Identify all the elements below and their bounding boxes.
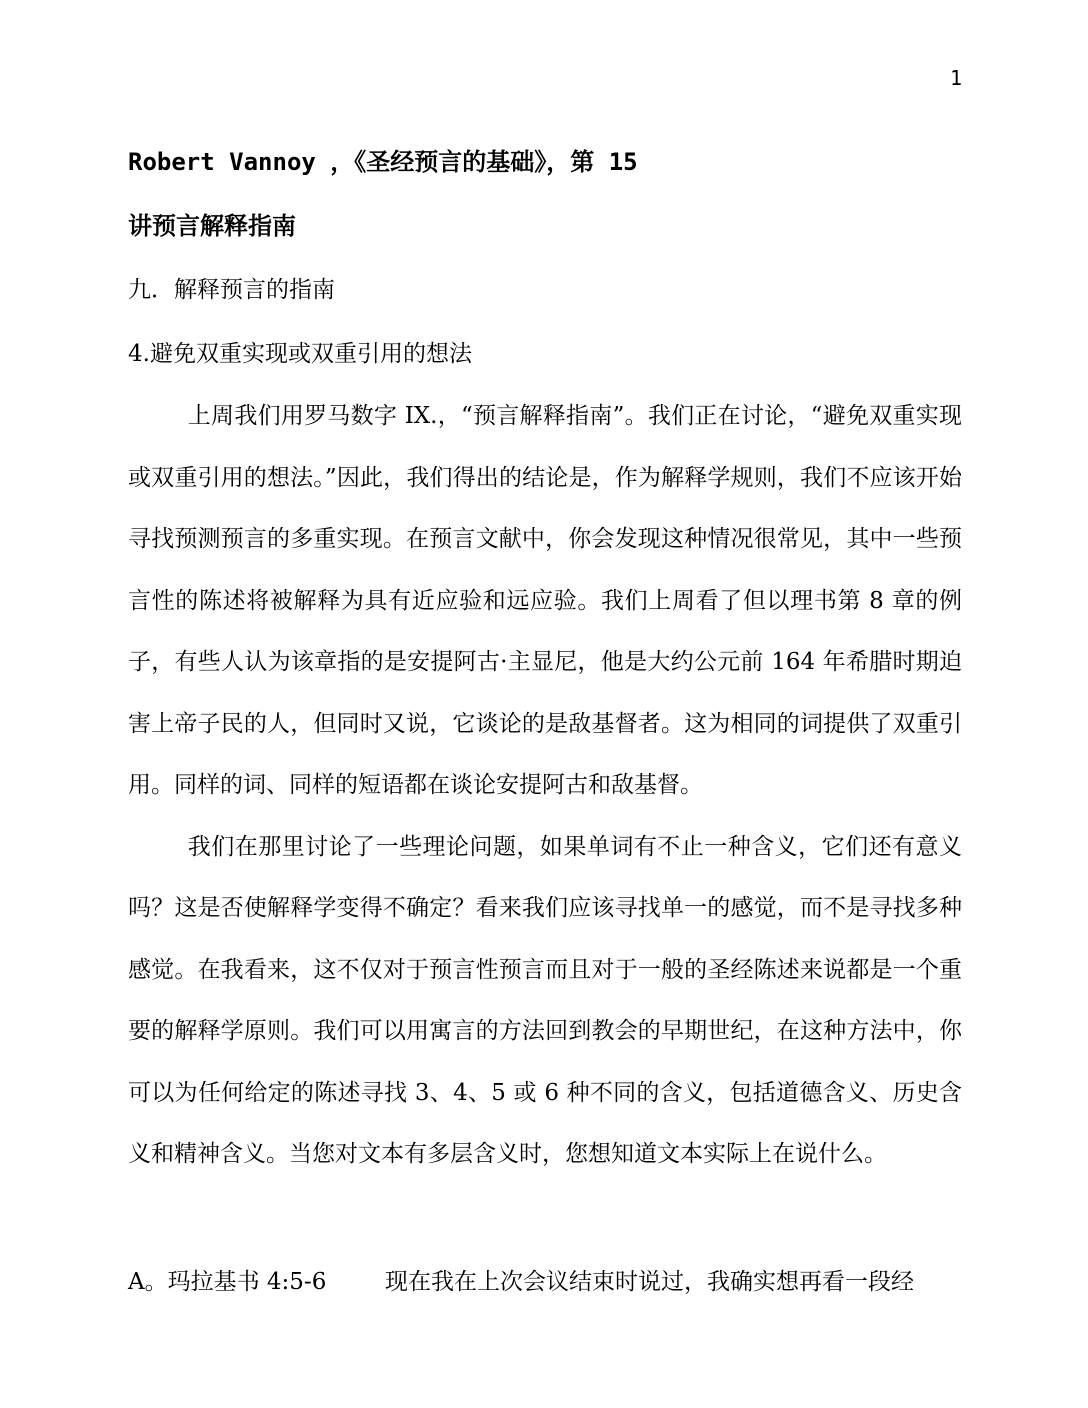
document-title-line-2: 讲预言解释指南: [128, 211, 296, 240]
paragraph-2: 我们在那里讨论了一些理论问题，如果单词有不止一种含义，它们还有意义吗？这是否使解释学变得不确定？看来我们应该寻找单一的感觉，而不是寻找多种感觉。在我看来，这不仅对于预言性预言而且对于一般的圣经陈述来说都是一个重要的解释学原则。我们可以用寓言的方法回到教会的早期世纪，在这种方法中，你可以为任何给定的陈述寻找 3、4、5 或 6 种不同的含义，包括道德含义、历史含义和精神含义。当您对文本有多层含义时，您想知道文本实际上在说什么。: [128, 833, 962, 1167]
section-heading: 九．解释预言的指南: [128, 277, 335, 303]
document-body: [128, 130, 962, 1313]
document-title-line-1: Robert Vannoy ，《圣经预言的基础》，第 15: [128, 148, 638, 176]
subsection-text: 现在我在上次会议结束时说过，我确实想再看一段经: [385, 1268, 914, 1295]
paragraph-1: 上周我们用罗马数字 IX.，“预言解释指南”。我们正在讨论，“避免双重实现或双重引用的想法。”因此，我们得出的结论是，作为解释学规则，我们不应该开始寻找预测预言的多重实现。在预言文献中，你会发现这种情况很常见，其中一些预言性的陈述将被解释为具有近应验和远应验。我们上周看了但以理书第 8 章的例子，有些人认为该章指的是安提阿古·主显尼，他是大约公元前 164 年希腊时期迫害上帝子民的人，但同时又说，它谈论的是敌基督者。这为相同的词提供了双重引用。同样的词、同样的短语都在谈论安提阿古和敌基督。: [128, 403, 962, 798]
subheading: 4.避免双重实现或双重引用的想法: [128, 341, 472, 367]
subsection-a: [128, 1252, 962, 1314]
page-number: 1: [949, 66, 962, 90]
subsection-label: A。玛拉基书 4:5-6: [128, 1268, 327, 1295]
